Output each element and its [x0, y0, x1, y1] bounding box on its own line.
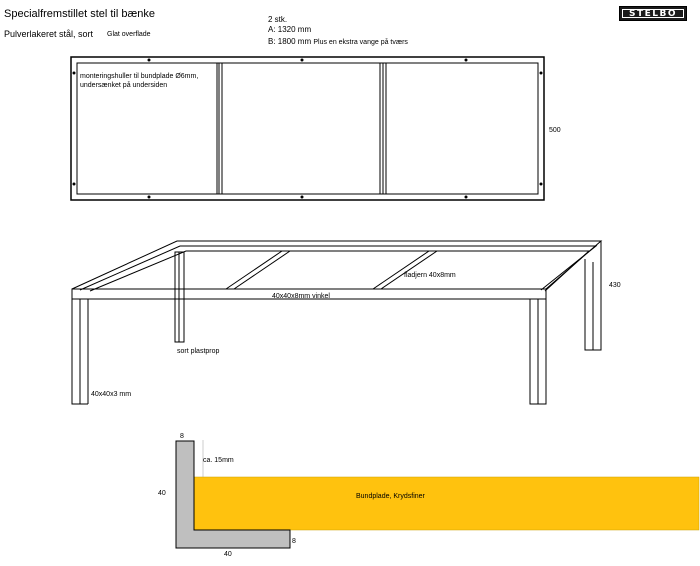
height-dimension-label: 430 [609, 282, 621, 289]
flat-bar-label: fladjern 40x8mm [404, 272, 456, 279]
perspective-view [72, 241, 601, 404]
front-left-leg [72, 299, 80, 404]
base-plate-label: Bundplade, Krydsfiner [356, 493, 425, 500]
material-subtitle: Pulverlakeret stål, sort [4, 29, 94, 39]
dimension-b-note: Plus en ekstra vange på tværs [313, 39, 408, 46]
tube-dimension-label: 40x40x3 mm [91, 391, 132, 398]
plastic-plug-label: sort plastprop [177, 348, 220, 355]
logo-text: STELBO [622, 9, 684, 18]
finish-note: Glat overflade [107, 31, 151, 38]
angle-profile-label: 40x40x8mm vinkel [272, 293, 330, 300]
drawing-title: Specialfremstillet stel til bænke [4, 8, 156, 20]
bottom-thickness-label: 8 [292, 538, 296, 545]
dimension-a-label: A: 1320 mm [268, 25, 312, 34]
bottom-width-label: 40 [224, 551, 232, 558]
gap-label: ca. 15mm [203, 457, 234, 464]
depth-dimension-label: 500 [549, 127, 561, 134]
section-view [176, 440, 699, 548]
quantity-label: 2 stk. [268, 15, 288, 24]
top-thickness-label: 8 [180, 433, 184, 440]
top-view-panel-2 [222, 63, 380, 194]
dimension-b-label: B: 1800 mm [268, 37, 312, 46]
left-height-label: 40 [158, 490, 166, 497]
mounting-holes-note: monteringshuller til bundplade Ø6mm, undersænket på undersiden [80, 73, 199, 89]
base-plate-board [194, 477, 699, 530]
top-view-panel-3 [386, 63, 538, 194]
